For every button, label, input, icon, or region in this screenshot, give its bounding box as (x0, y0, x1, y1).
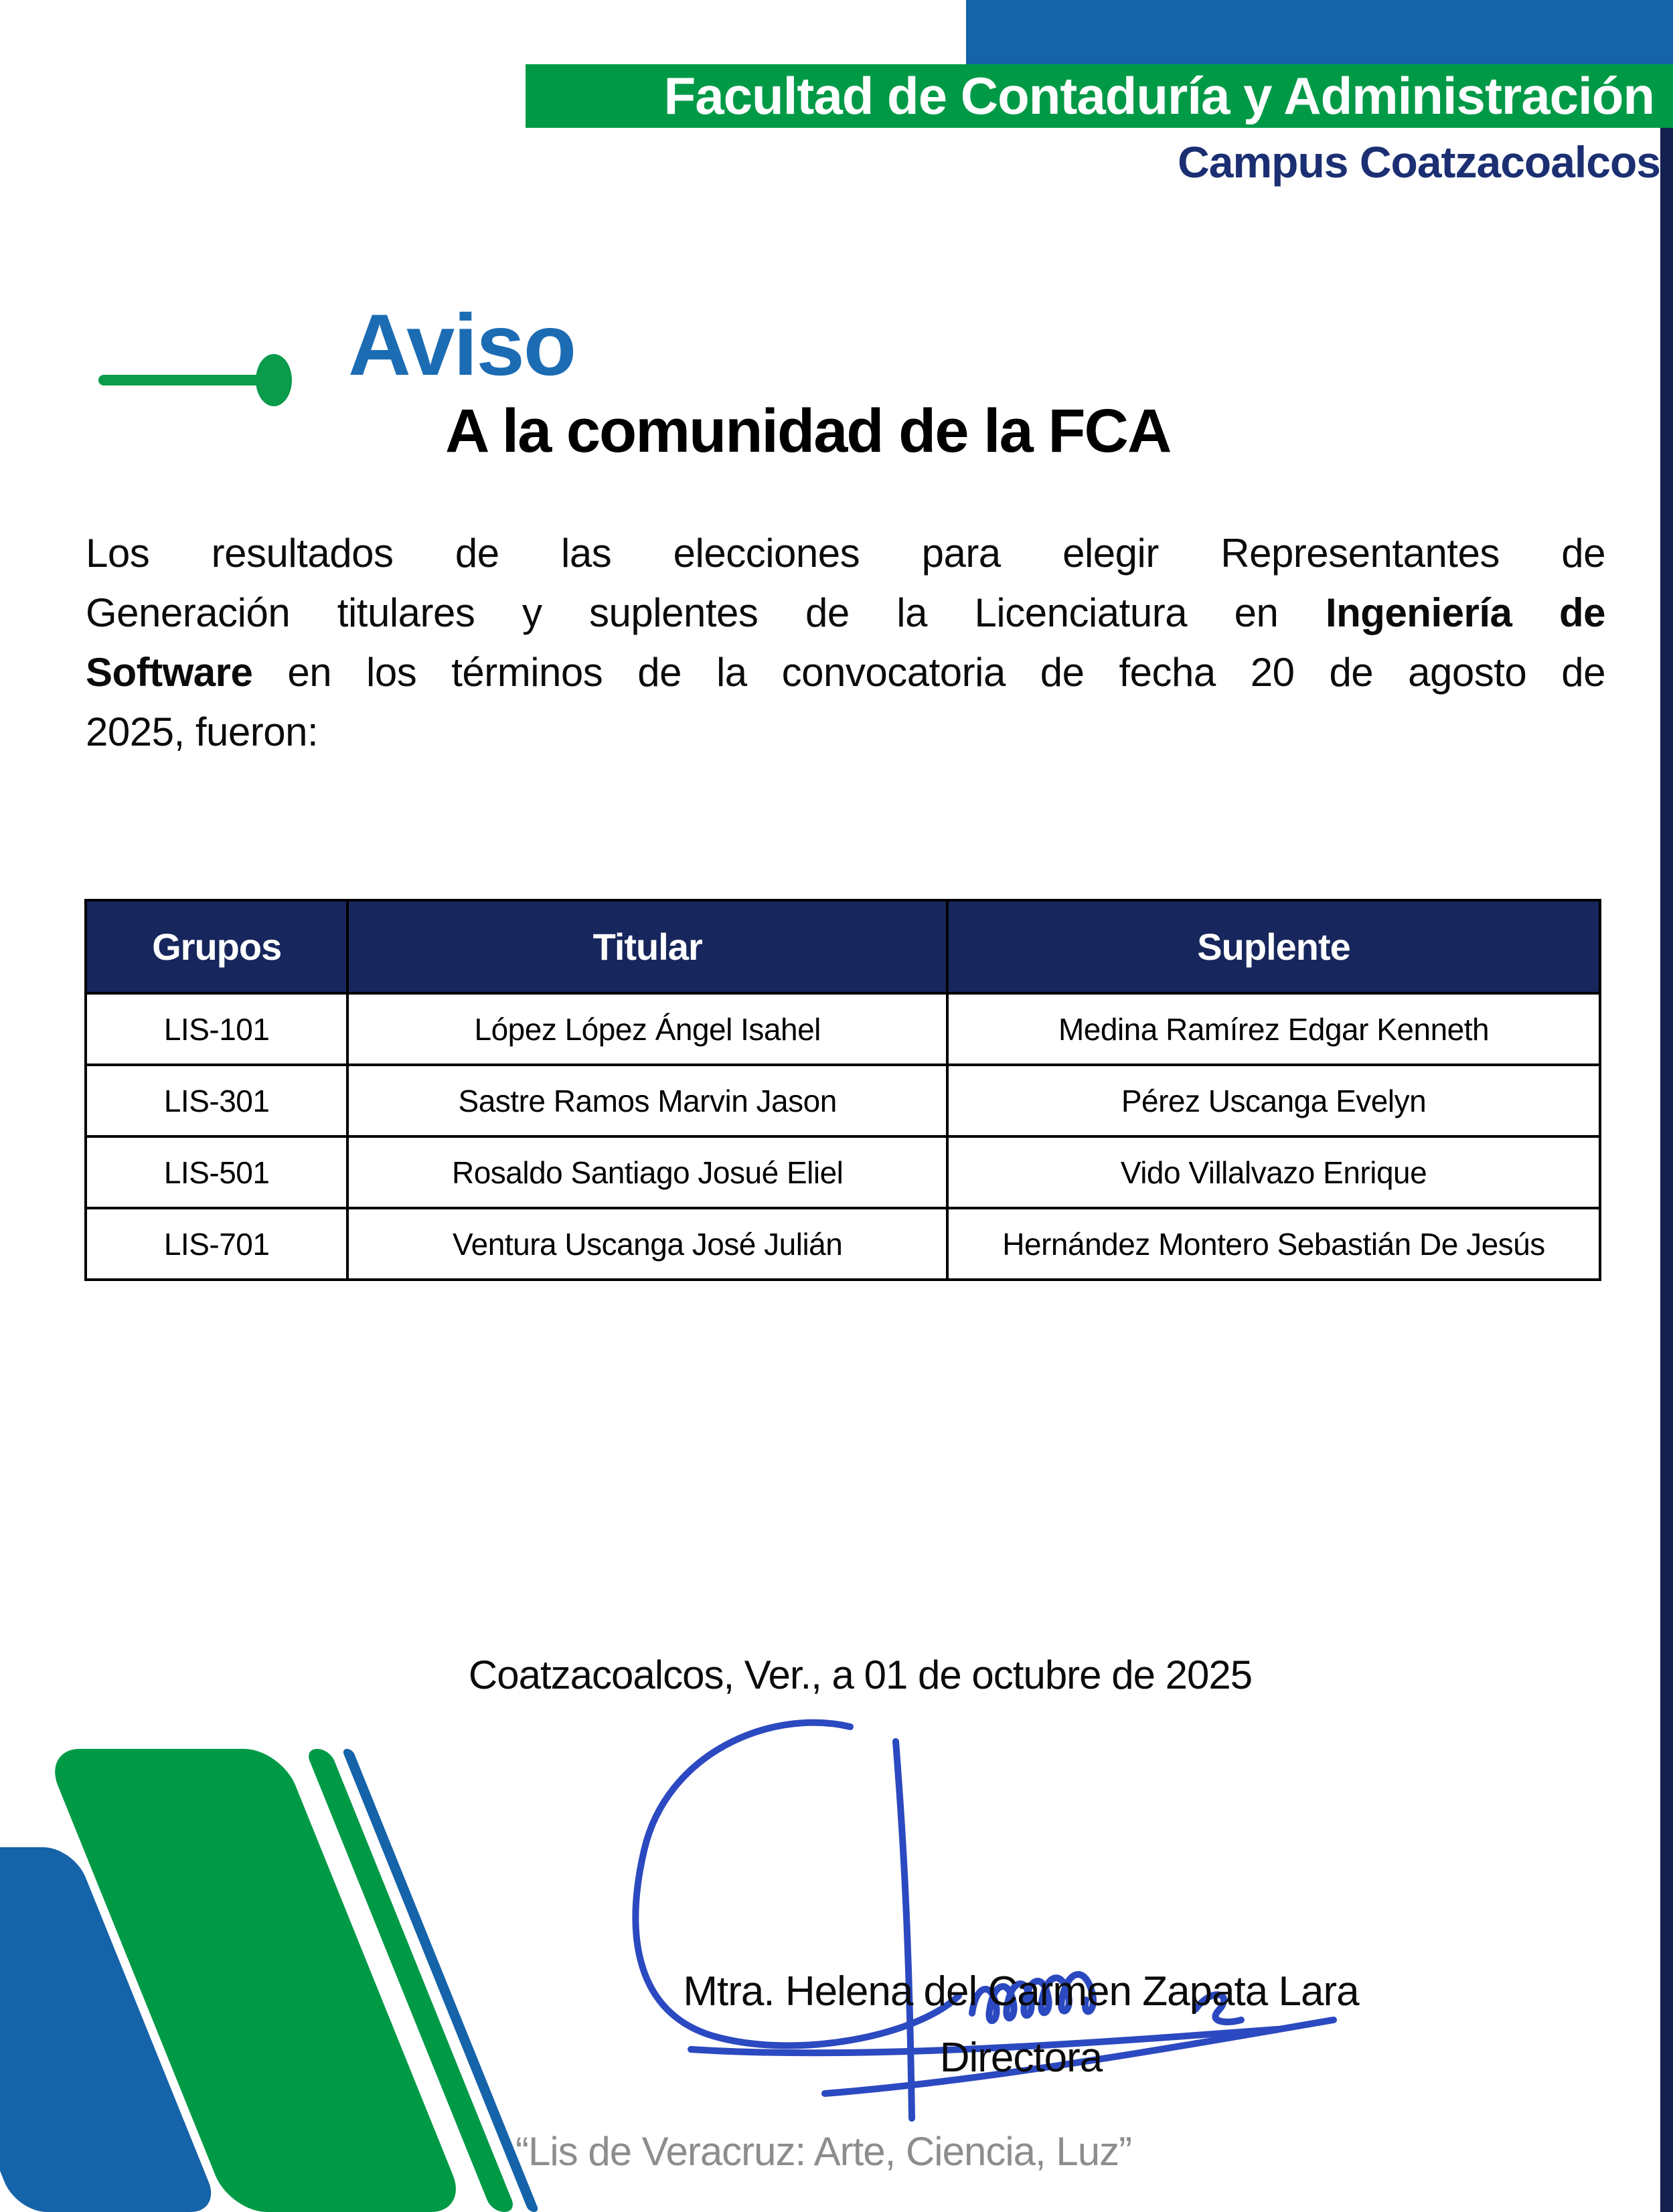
header-blue-block (966, 0, 1673, 64)
cell-grupo: LIS-501 (86, 1136, 347, 1208)
campus-label: Campus Coatzacoalcos (1178, 137, 1660, 187)
paragraph-line: Software en los términos de la convocatoria de fecha 20 de agosto de (86, 650, 1605, 695)
cell-titular: Sastre Ramos Marvin Jason (347, 1065, 947, 1136)
cell-titular: López López Ángel Isahel (347, 993, 947, 1065)
table-row (86, 1136, 1600, 1208)
signer-name: Mtra. Helena del Carmen Zapata Lara (683, 1968, 1359, 2015)
page-title: Aviso (348, 296, 576, 394)
paragraph-line: Los resultados de las elecciones para elegir Representantes de (86, 531, 1605, 576)
paragraph-line: Generación titulares y suplentes de la Licenciatura en Ingeniería de (86, 590, 1605, 635)
signer-block (636, 1968, 1406, 2081)
paragraph-line: 2025, fueron: (86, 709, 319, 754)
column-header-grupos: Grupos (86, 900, 347, 993)
cell-titular: Rosaldo Santiago Josué Eliel (347, 1136, 947, 1208)
corner-stripes-decoration (0, 1740, 562, 2212)
right-edge-bar (1660, 0, 1673, 2212)
body-paragraph (86, 523, 1605, 762)
bold-program-name: Ingeniería de (1325, 590, 1605, 635)
table-row (86, 993, 1600, 1065)
green-rule (98, 375, 266, 386)
faculty-banner-label: Facultad de Contaduría y Administración (663, 66, 1654, 125)
cell-titular: Ventura Uscanga José Julián (347, 1208, 947, 1280)
signer-title: Directora (939, 2035, 1103, 2081)
cell-suplente: Hernández Montero Sebastián De Jesús (947, 1208, 1600, 1280)
table-header-row (86, 900, 1600, 993)
results-table (84, 899, 1601, 1281)
column-header-titular: Titular (347, 900, 947, 993)
green-rule-dot (256, 354, 292, 406)
table-row (86, 1208, 1600, 1280)
table-row (86, 1065, 1600, 1136)
bold-program-name: Software (86, 650, 253, 695)
faculty-banner (526, 64, 1673, 128)
cell-grupo: LIS-701 (86, 1208, 347, 1280)
cell-suplente: Vido Villalvazo Enrique (947, 1136, 1600, 1208)
cell-grupo: LIS-301 (86, 1065, 347, 1136)
dateline: Coatzacoalcos, Ver., a 01 de octubre de 2025 (468, 1652, 1253, 1697)
page-subtitle: A la comunidad de la FCA (445, 397, 1171, 465)
cell-suplente: Pérez Uscanga Evelyn (947, 1065, 1600, 1136)
motto: “Lis de Veracruz: Arte, Ciencia, Luz” (515, 2129, 1132, 2174)
column-header-suplente: Suplente (947, 900, 1600, 993)
cell-grupo: LIS-101 (86, 993, 347, 1065)
cell-suplente: Medina Ramírez Edgar Kenneth (947, 993, 1600, 1065)
